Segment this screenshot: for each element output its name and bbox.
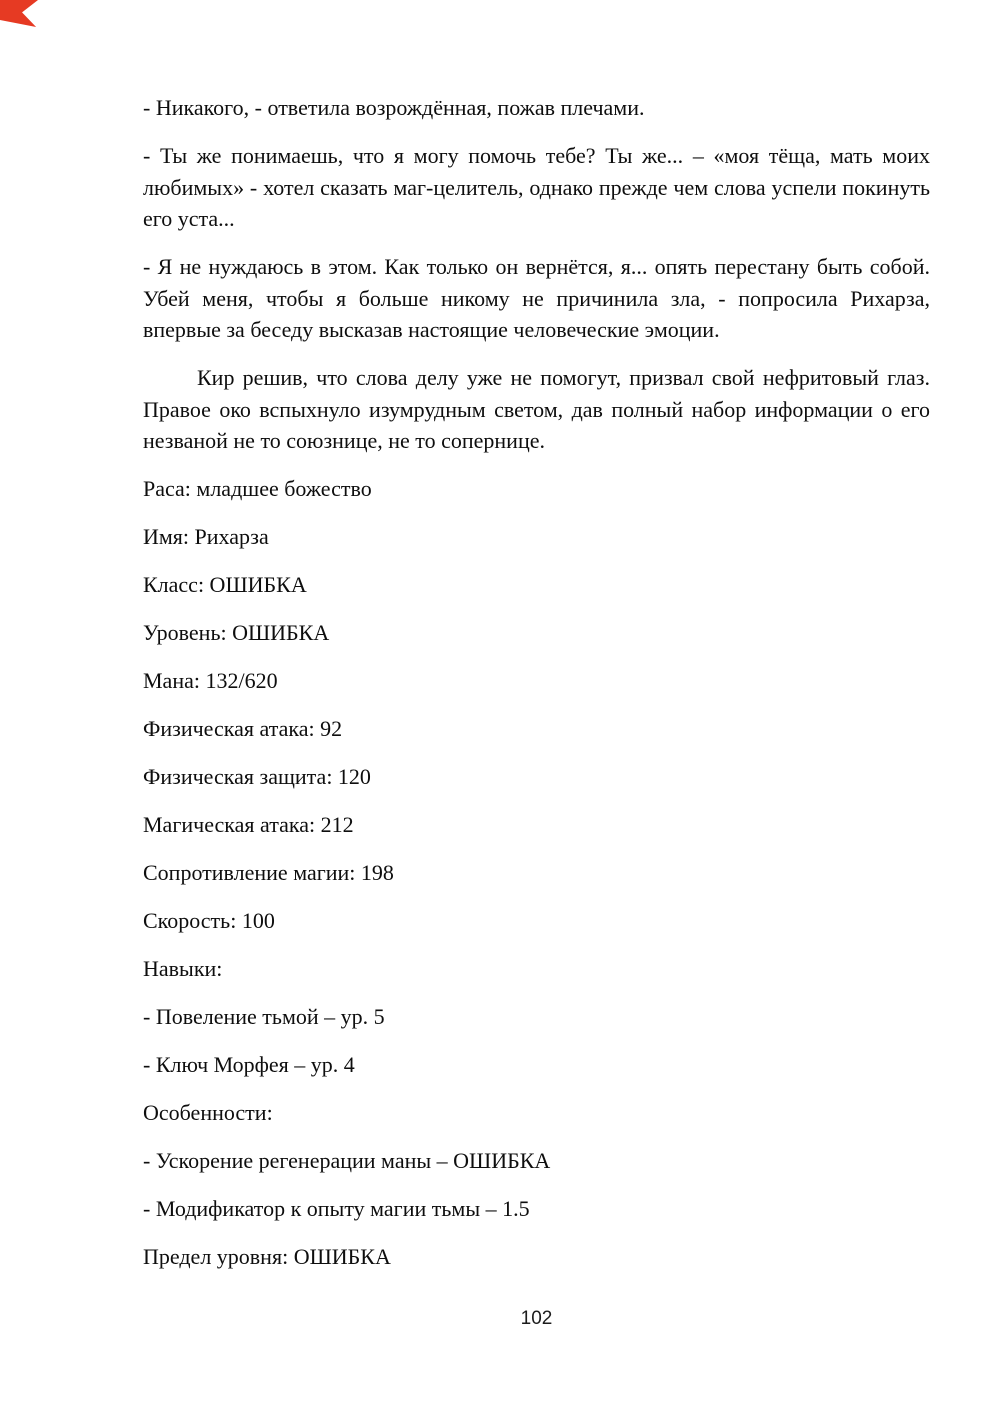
paragraph-dialogue-2: - Ты же понимаешь, что я могу помочь тебе? Ты же... – «моя тёща, мать моих любимых» - хотел сказать маг-целитель, однако прежде чем слова успели покинуть его уста...: [143, 143, 930, 231]
stat-line-level: Уровень: ОШИБКА: [143, 620, 330, 645]
stat-line-skill-darkness: - Повеление тьмой – ур. 5: [143, 1004, 385, 1029]
stat-line-mana: Мана: 132/620: [143, 668, 278, 693]
stat-line-physical-attack: Физическая атака: 92: [143, 716, 343, 741]
stat-line-class: Класс: ОШИБКА: [143, 572, 307, 597]
stat-line-traits-header: Особенности:: [143, 1100, 273, 1125]
stat-line-level-cap: Предел уровня: ОШИБКА: [143, 1244, 391, 1269]
paragraph-narration: Кир решив, что слова делу уже не помогут, призвал свой нефритовый глаз. Правое око вспыхнуло изумрудным светом, дав полный набор информации о его незваной не то союзнице, не то сопернице.: [143, 365, 930, 453]
stat-line-skill-morpheus-key: - Ключ Морфея – ур. 4: [143, 1052, 355, 1077]
stat-line-physical-defense: Физическая защита: 120: [143, 764, 371, 789]
stat-line-magic-attack: Магическая атака: 212: [143, 812, 354, 837]
stat-line-trait-dark-exp-modifier: - Модификатор к опыту магии тьмы – 1.5: [143, 1196, 530, 1221]
page-number: 102: [520, 1308, 553, 1329]
stat-line-magic-resistance: Сопротивление магии: 198: [143, 860, 394, 885]
stat-line-race: Раса: младшее божество: [143, 476, 372, 501]
stat-line-trait-mana-regen: - Ускорение регенерации маны – ОШИБКА: [143, 1148, 551, 1173]
corner-bookmark-icon: [0, 0, 38, 27]
stat-line-speed: Скорость: 100: [143, 908, 275, 933]
text-column: [143, 92, 930, 1289]
stat-line-skills-header: Навыки:: [143, 956, 223, 981]
paragraph-dialogue-3: - Я не нуждаюсь в этом. Как только он вернётся, я... опять перестану быть собой. Убей меня, чтобы я больше никому не причинила зла, - попросила Рихарза, впервые за беседу высказав настоящие человеческие эмоции.: [143, 254, 930, 342]
stat-line-name: Имя: Рихарза: [143, 524, 269, 549]
paragraph-dialogue-1: - Никакого, - ответила возрождённая, пожав плечами.: [143, 95, 645, 120]
